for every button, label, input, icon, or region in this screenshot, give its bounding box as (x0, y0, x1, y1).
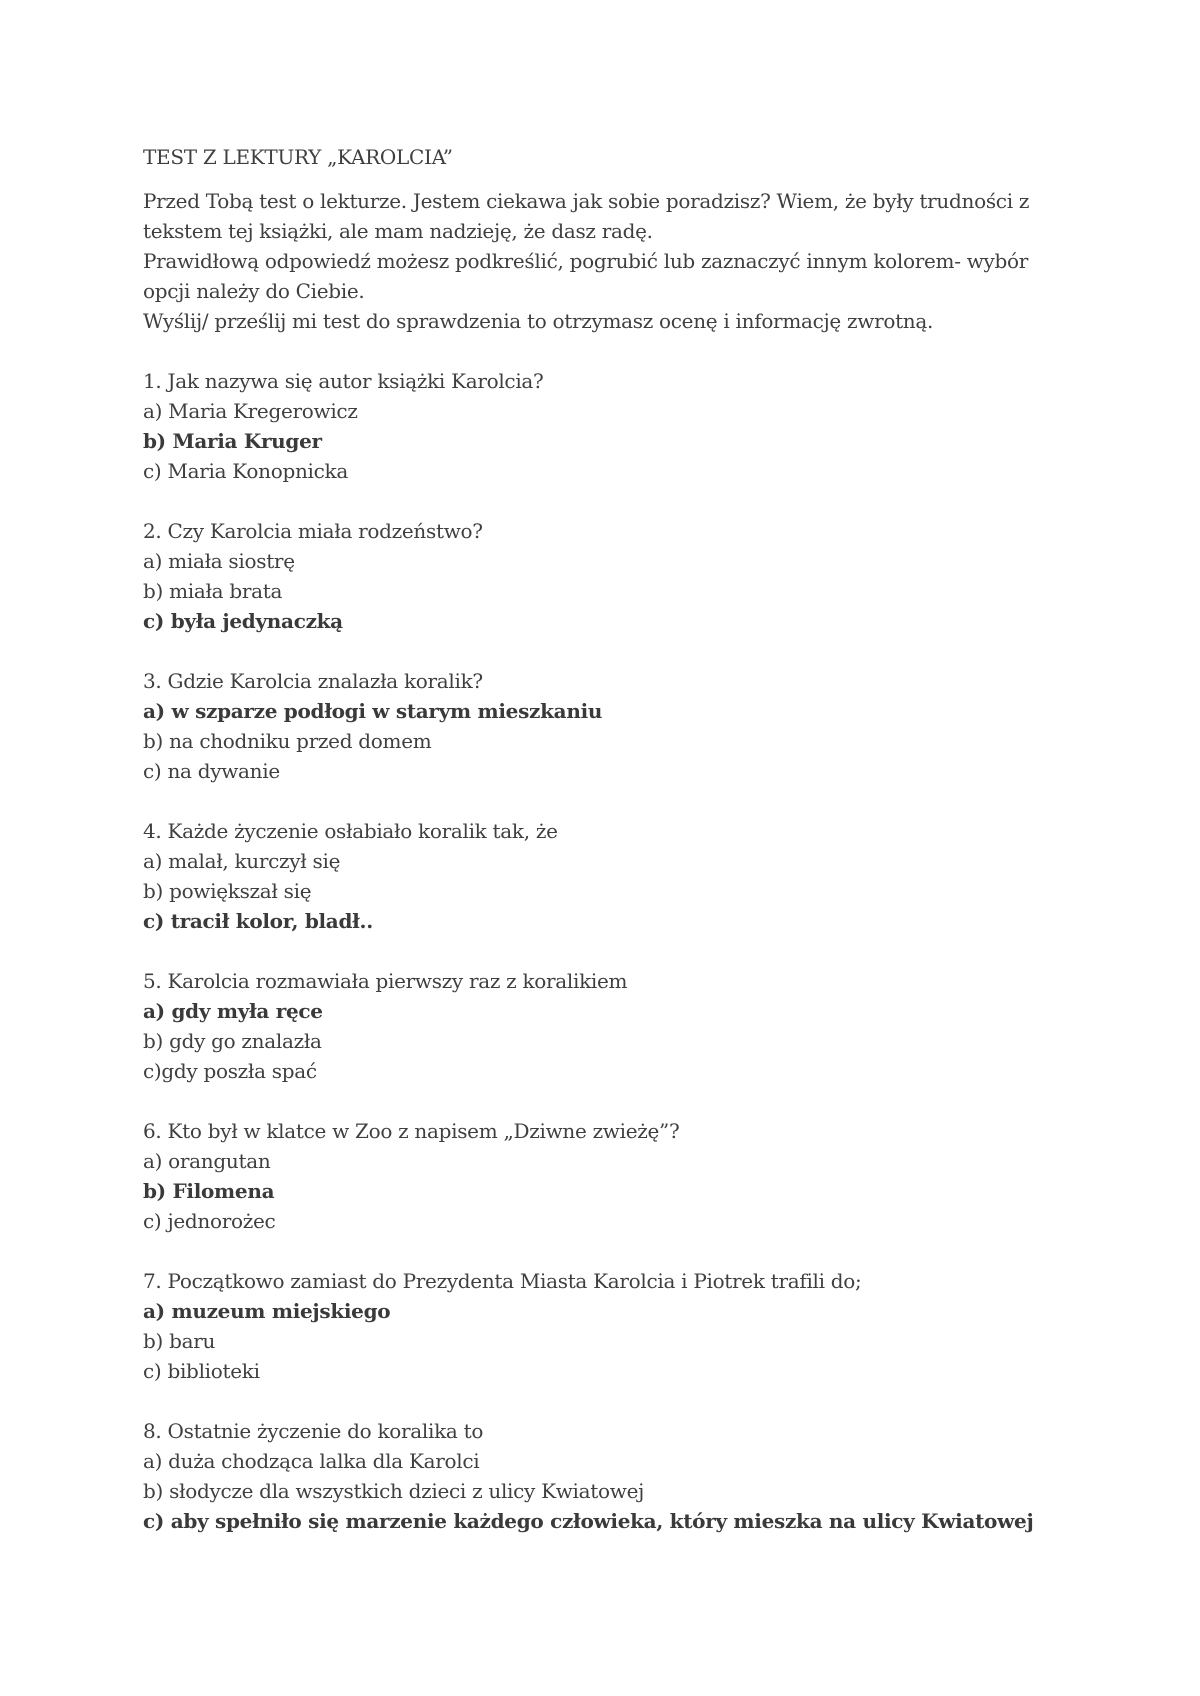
answer-option-correct: a) muzeum miejskiego (143, 1299, 391, 1323)
answer-option: b) miała brata (143, 579, 283, 603)
answer-option-correct: b) Maria Kruger (143, 429, 322, 453)
answer-option: b) powiększał się (143, 879, 312, 903)
answer-option-correct: c) była jedynaczką (143, 609, 343, 633)
answer-option: a) malał, kurczył się (143, 849, 341, 873)
answer-option-correct: c) tracił kolor, bladł.. (143, 909, 373, 933)
answer-option: a) orangutan (143, 1149, 271, 1173)
intro-paragraph (143, 186, 1043, 336)
intro-line: Prawidłową odpowiedź możesz podkreślić, pogrubić lub zaznaczyć innym kolorem- wybór (143, 249, 1029, 273)
spacer (143, 486, 1043, 516)
question-1 (143, 366, 1043, 486)
question-8 (143, 1416, 1043, 1536)
intro-line: opcji należy do Ciebie. (143, 279, 365, 303)
spacer (143, 1086, 1043, 1116)
question-text: 8. Ostatnie życzenie do koralika to (143, 1419, 484, 1443)
document-body (143, 142, 1043, 1536)
answer-option: a) duża chodząca lalka dla Karolci (143, 1449, 480, 1473)
spacer (143, 1236, 1043, 1266)
answer-option: b) słodycze dla wszystkich dzieci z ulicy Kwiatowej (143, 1479, 645, 1503)
intro-line: Wyślij/ prześlij mi test do sprawdzenia to otrzymasz ocenę i informację zwrotną. (143, 309, 934, 333)
answer-option: c)gdy poszła spać (143, 1059, 317, 1083)
spacer (143, 636, 1043, 666)
question-text: 6. Kto był w klatce w Zoo z napisem „Dziwne zwieżę”? (143, 1119, 680, 1143)
question-text: 4. Każde życzenie osłabiało koralik tak, że (143, 819, 558, 843)
answer-option: a) miała siostrę (143, 549, 295, 573)
answer-option: b) gdy go znalazła (143, 1029, 322, 1053)
answer-option-correct: a) w szparze podłogi w starym mieszkaniu (143, 699, 603, 723)
question-text: 5. Karolcia rozmawiała pierwszy raz z koralikiem (143, 969, 628, 993)
spacer (143, 1386, 1043, 1416)
spacer (143, 786, 1043, 816)
answer-option: a) Maria Kregerowicz (143, 399, 358, 423)
question-text: 1. Jak nazywa się autor książki Karolcia? (143, 369, 544, 393)
answer-option: b) na chodniku przed domem (143, 729, 432, 753)
answer-option: c) biblioteki (143, 1359, 260, 1383)
question-3 (143, 666, 1043, 786)
question-2 (143, 516, 1043, 636)
question-7 (143, 1266, 1043, 1386)
answer-option-correct: b) Filomena (143, 1179, 275, 1203)
answer-option-correct: a) gdy myła ręce (143, 999, 323, 1023)
document-title: TEST Z LEKTURY „KAROLCIA” (143, 145, 453, 169)
answer-option: c) jednorożec (143, 1209, 276, 1233)
answer-option-correct: c) aby spełniło się marzenie każdego człowieka, który mieszka na ulicy Kwiatowej (143, 1509, 1034, 1533)
question-5 (143, 966, 1043, 1086)
spacer (143, 336, 1043, 366)
question-6 (143, 1116, 1043, 1236)
intro-line: Przed Tobą test o lekturze. Jestem ciekawa jak sobie poradzisz? Wiem, że były trudności z (143, 189, 1030, 213)
spacer (143, 936, 1043, 966)
question-text: 7. Początkowo zamiast do Prezydenta Miasta Karolcia i Piotrek trafili do; (143, 1269, 862, 1293)
answer-option: b) baru (143, 1329, 216, 1353)
intro-line: tekstem tej książki, ale mam nadzieję, że dasz radę. (143, 219, 653, 243)
answer-option: c) na dywanie (143, 759, 280, 783)
answer-option: c) Maria Konopnicka (143, 459, 348, 483)
question-text: 2. Czy Karolcia miała rodzeństwo? (143, 519, 483, 543)
question-text: 3. Gdzie Karolcia znalazła koralik? (143, 669, 483, 693)
question-4 (143, 816, 1043, 936)
